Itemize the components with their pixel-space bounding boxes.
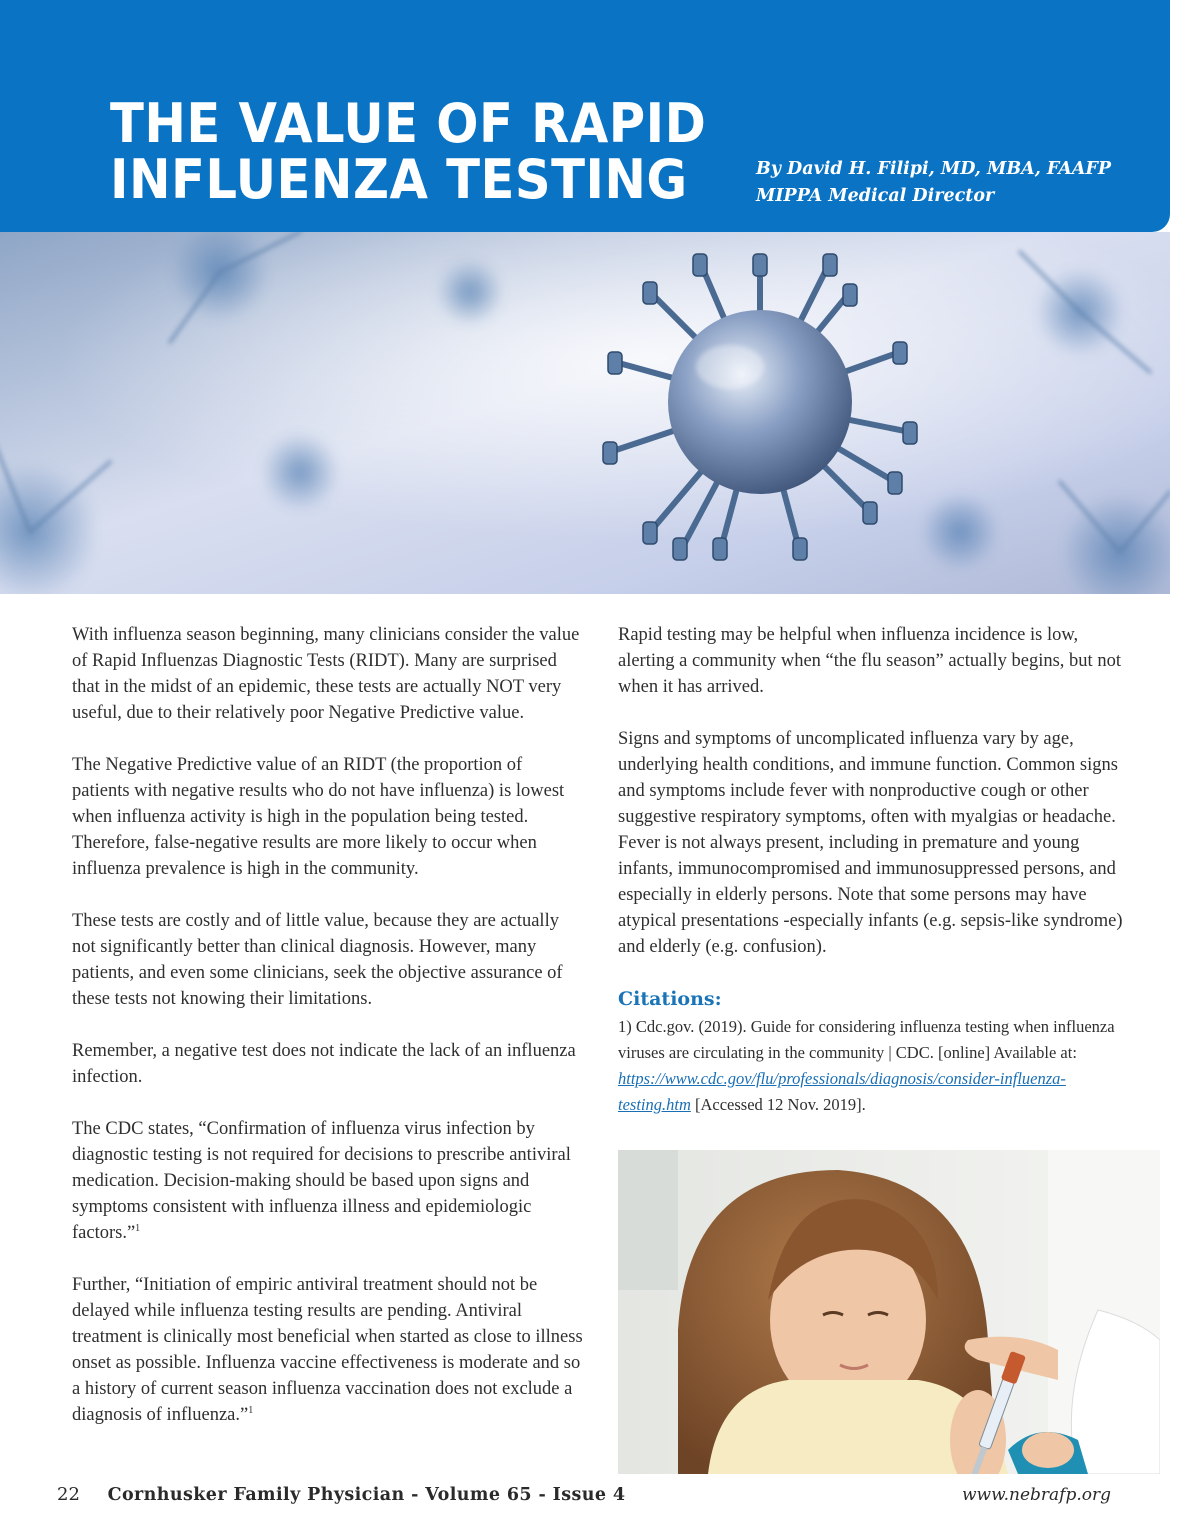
paragraph-cdc-quote	[72, 1116, 584, 1246]
footnote-mark: 1	[248, 1405, 254, 1416]
citations-heading: Citations:	[618, 988, 722, 1010]
paragraph: Rapid testing may be helpful when influenza incidence is low, alerting a community when “the flu season” actually begins, but not when it has arrived.	[618, 625, 1121, 697]
title-banner	[0, 0, 1170, 232]
child-vaccination-photo	[618, 1150, 1160, 1474]
page-footer-left	[57, 1484, 625, 1505]
quote-text: Further, “Initiation of empiric antiviral treatment should not be delayed while influenza testing results are pending. Antiviral treatment is clinically most beneficial when started as close to illness onset as possible. Influenza vaccine effectiveness is moderate and so a history of current season influenza vaccination does not exclude a diagnosis of influenza.”	[72, 1275, 583, 1425]
paragraph-treatment-quote	[72, 1272, 584, 1428]
author-role: MIPPA Medical Director	[756, 186, 995, 206]
author-name: By David H. Filipi, MD, MBA, FAAFP	[756, 159, 1112, 179]
paragraph: The Negative Predictive value of an RIDT (the proportion of patients with negative results who do not have influenza) is lowest when influenza activity is high in the population being tested. Therefore, false-negative results are more likely to occur when influenza prevalence is high in the community.	[72, 755, 565, 879]
author-byline	[756, 156, 1111, 210]
vaccination-illustration	[618, 1150, 1160, 1474]
paragraph: Remember, a negative test does not indicate the lack of an influenza infection.	[72, 1041, 576, 1087]
article-title-line-2: INFLUENZA TESTING	[110, 148, 688, 211]
citation-entry	[618, 1014, 1138, 1118]
article-title-line-1: THE VALUE OF RAPID	[110, 92, 707, 155]
virus-illustration	[0, 232, 1170, 594]
paragraph: With influenza season beginning, many clinicians consider the value of Rapid Influenzas Diagnostic Tests (RIDT). Many are surprised that in the midst of an epidemic, these tests are actually NOT very useful, due to their relatively poor Negative Predictive value.	[72, 625, 580, 723]
citation-link[interactable]: https://www.cdc.gov/flu/professionals/diagnosis/consider-influenza-testing.htm	[618, 1069, 1066, 1114]
article-title	[110, 92, 707, 211]
article-column-right	[618, 622, 1138, 1118]
virus-hero-image	[0, 232, 1170, 594]
quote-text: The CDC states, “Confirmation of influenza virus infection by diagnostic testing is not required for decisions to prescribe antiviral medication. Decision-making should be based upon signs and symptoms consistent with influenza illness and epidemiologic factors.”	[72, 1119, 571, 1243]
citation-text: 1) Cdc.gov. (2019). Guide for considering influenza testing when influenza viruses are circulating in the community | CDC. [online] Available at:	[618, 1017, 1115, 1062]
website-link[interactable]: www.nebrafp.org	[961, 1485, 1111, 1505]
paragraph: Signs and symptoms of uncomplicated influenza vary by age, underlying health conditions, and immune function. Common signs and symptoms include fever with nonproductive cough or other suggestive respiratory symptoms, often with myalgias or headache. Fever is not always present, including in premature and young infants, immunocompromised and immunosuppressed persons, and especially in elderly persons. Note that some persons may have atypical presentations -especially infants (e.g. sepsis-like syndrome) and elderly (e.g. confusion).	[618, 729, 1123, 957]
citation-accessed: [Accessed 12 Nov. 2019].	[690, 1095, 866, 1114]
publication-issue: Cornhusker Family Physician - Volume 65 - Issue 4	[107, 1485, 626, 1505]
paragraph: These tests are costly and of little value, because they are actually not significantly better than clinical diagnosis. However, many patients, and even some clinicians, seek the objective assurance of these tests not knowing their limitations.	[72, 911, 563, 1009]
footnote-mark: 1	[135, 1223, 141, 1234]
page-number: 22	[57, 1484, 80, 1505]
article-column-left	[72, 622, 584, 1454]
